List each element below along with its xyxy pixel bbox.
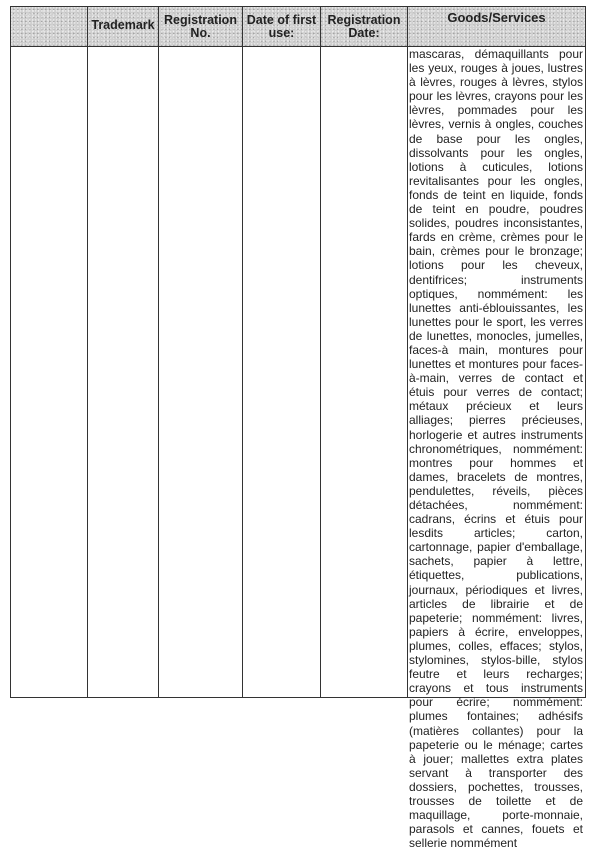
header-blank	[11, 7, 87, 46]
column-divider	[242, 7, 243, 697]
header-goods-services: Goods/Services	[447, 10, 546, 25]
header-registration-date: Registration Date:	[327, 12, 401, 40]
header-registration-no: Registration No.	[164, 12, 237, 40]
trademark-table	[10, 6, 586, 850]
column-divider	[158, 7, 159, 697]
goods-services-text: mascaras, démaquillants pour les yeux, rouges à joues, lustres à lèvres, rouges à lèvres, stylos pour les lèvres, crayons pour les lèvres, pommades pour les lèvres, vernis à ongles, couches de base pour les ongles, dissolvants pour les ongles, lotions à cuticules, lotions revitalisantes pour les ongles, fonds de teint en liquide, fonds de teint en poudre, poudres solides, poudres inconsistantes, fards en crème, crèmes pour le bain, crèmes pour le bronzage; lotions pour les cheveux, dentifrices; instruments optiques, nommément: les lunettes anti-éblouissantes, les lunettes pour le sport, les verres de lunettes, monocles, jumelles, faces-à main, montures pour lunettes et montures pour faces-à-main, verres de contact et étuis pour verres de contact; métaux précieux et leurs alliages; pierres précieuses, horlogerie et autres instruments chronométriques, nommément: montres pour hommes et dames, bracelets de montres, pendulettes, réveils, pièces détachées, nommément: cadrans, écrins et étuis pour lesdits articles; carton, cartonnage, papier d'emballage, sachets, papier à lettre, étiquettes, publications, journaux, périodiques et livres, articles de librairie et de papeterie; nommément: livres, papiers à écrire, enveloppes, plumes, colles, effaces; stylos, stylomines, stylos-bille, stylos feutre et leurs recharges; crayons et tous instruments pour écrire; nommément: plumes fontaines; adhésifs (matières collantes) pour la papeterie ou le ménage; cartes à jouer; mallettes extra plates servant à transporter des dossiers, pochettes, trousses, trousses de toilette et de maquillage, porte-monnaie, parasols et cannes, fouets et sellerie nommément	[409, 47, 583, 850]
column-divider	[87, 7, 88, 697]
column-divider	[320, 7, 321, 697]
header-date-first-use: Date of first use:	[246, 12, 317, 40]
header-trademark: Trademark	[91, 18, 155, 32]
column-divider	[407, 7, 408, 697]
cell-goods-services	[409, 47, 583, 850]
